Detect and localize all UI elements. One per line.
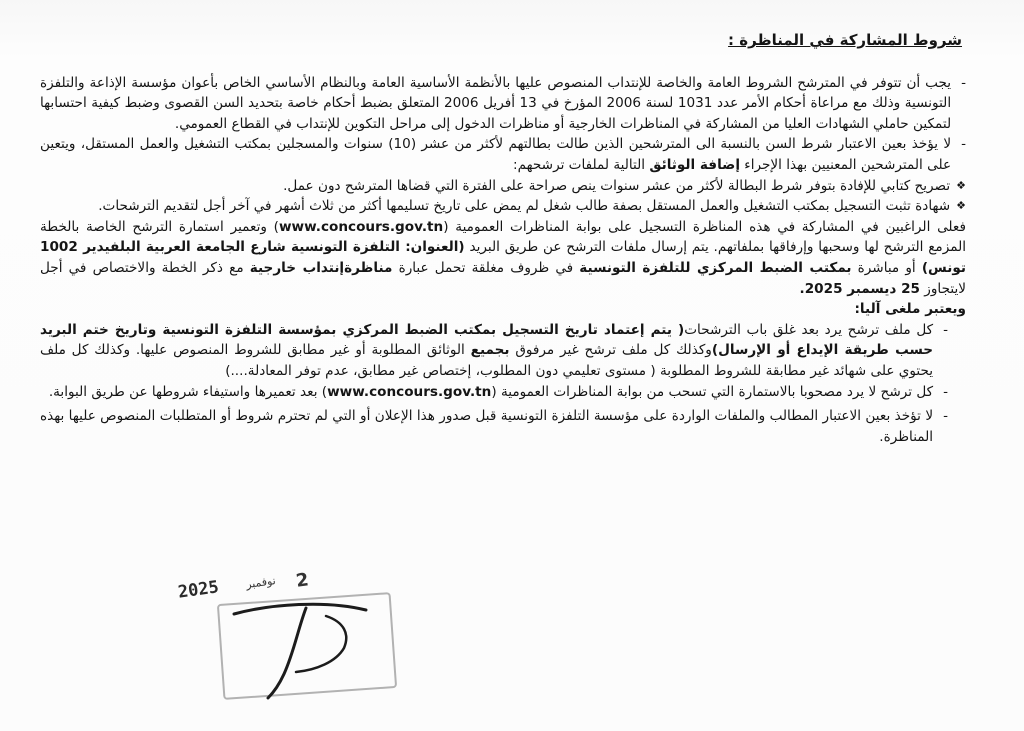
procedure-part1: فعلى الراغبين في المشاركة في هذه المناظرة التسجيل على بوابة المناظرات العمومية ( bbox=[443, 218, 966, 235]
dash-marker: - bbox=[961, 74, 966, 91]
reception-stamp bbox=[176, 569, 406, 700]
procedure-part3: أو مباشرة bbox=[851, 259, 922, 276]
stamp-day: 2 bbox=[294, 569, 310, 592]
dash-marker: - bbox=[961, 136, 966, 153]
bullet-item bbox=[40, 196, 966, 217]
cancellation-heading: ويعتبر ملغى آليا: bbox=[854, 301, 966, 318]
general-conditions-text: يجب أن تتوفر في المترشح الشروط العامة والخاصة للإنتداب المنصوص عليها بالأنظمة الأساسية العامة وبالنظام الأساسي الخاص بأعوان مؤسسة الإذاعة والتلفزة التونسية وذلك مع مراعاة أحكام الأمر عدد 1031 لسنة 2006 المؤرخ في 13 أفريل 2006 المتعلق بضبط أحكام خاصة بتحديد السن القصوى وضبط كيفية احتسابها لتمكين حاملي الشهادات العليا من المشاركة في المناظرات الخارجية أو مناظرات الدخول إلى مراحل التكوين للإنتداب في القطاع العمومي. bbox=[40, 74, 952, 132]
dash-marker: - bbox=[943, 383, 948, 400]
form-part2: ) بعد تعميرها واستيفاء شروطها عن طريق البوابة. bbox=[48, 383, 328, 400]
deadline-date: 25 ديسمبر 2025. bbox=[799, 280, 920, 297]
bullet-registration-text: شهادة تثبت التسجيل بمكتب التشغيل والعمل المستقل بصفة طالب شغل لم يمض على تاريخ تسليمها أكثر من ثلاث أشهر في آخر أجل لتقديم الترشحات. bbox=[98, 198, 951, 215]
age-exemption-text bbox=[40, 134, 951, 175]
all-documents-emphasis: بجميع bbox=[470, 342, 510, 359]
procedure-part5: مع ذكر الخطة والاختصاص في أجل لايتجاوز bbox=[40, 259, 966, 297]
portal-url: www.concours.gov.tn bbox=[327, 383, 492, 400]
paragraph-age-exemption bbox=[40, 134, 966, 175]
section-title: شروط المشاركة في المناظرة : bbox=[728, 31, 962, 49]
cancellation-previous-text: لا تؤخذ بعين الاعتبار المطالب والملفات الواردة على مؤسسة التلفزة التونسية قبل صدور هذا الإعلان أو التي لم تحترم شروط أو المتطلبات المنصوص عليها بهذه المناظرة. bbox=[40, 408, 934, 445]
paragraph-general-conditions bbox=[40, 73, 966, 135]
central-office: بمكتب الضبط المركزي للتلفزة التونسية bbox=[579, 259, 852, 276]
cancellation-item-previous bbox=[40, 406, 966, 447]
handwritten-signature-icon bbox=[176, 574, 406, 704]
dash-marker: - bbox=[943, 408, 948, 425]
dash-marker: - bbox=[943, 321, 948, 338]
late-part1: كل ملف ترشح يرد بعد غلق باب الترشحات bbox=[684, 321, 934, 338]
cancellation-form-text bbox=[49, 382, 933, 403]
age-exemption-part2: التالية لملفات ترشحهم: bbox=[513, 156, 650, 173]
procedure-part4: في ظروف مغلقة تحمل عبارة bbox=[392, 259, 580, 276]
stamp-month: نوفمبر bbox=[245, 573, 277, 592]
bullet-declaration-text: تصريح كتابي للإفادة بتوفر شرط البطالة لأكثر من عشر سنوات ينص صراحة على الفترة التي قضاها المترشح دون عمل. bbox=[283, 177, 951, 194]
cancellation-item-late bbox=[40, 320, 966, 382]
form-part1: كل ترشح لا يرد مصحوبا بالاستمارة التي تسحب من بوابة المناظرات العمومية ( bbox=[491, 383, 934, 400]
diamond-bullet-icon: ❖ bbox=[956, 199, 966, 213]
cancellation-late-text bbox=[40, 320, 933, 382]
stamp-year: 2025 bbox=[176, 577, 221, 603]
bullet-item bbox=[40, 176, 966, 197]
postal-address: (العنوان: التلفزة التونسية شارع الجامعة العربية البلفيدير 1002 تونس) bbox=[40, 239, 966, 276]
paragraph-application-procedure bbox=[40, 217, 966, 299]
cancellation-item-form bbox=[40, 382, 966, 403]
late-part3: الوثائق المطلوبة أو غير مطابق للشروط المنصوص عليها. وكذلك كل ملف يحتوي على شهائد غير مطابقة للشروط المطلوبة ( مستوى تعليمي دون المطلوب، إختصاص غير مطابق، عدم توفر المعادلة....) bbox=[40, 342, 934, 379]
portal-url: www.concours.gov.tn bbox=[278, 218, 444, 235]
add-documents-emphasis: إضافة الوثائق bbox=[649, 156, 740, 173]
envelope-label: مناظرةإنتداب خارجية bbox=[249, 259, 393, 276]
procedure-part2: ) وتعمير استمارة الترشح الخاصة بالخطة المزمع الترشح لها وسحبها وإرفاقها بملفاتهم. يتم إرسال ملفات الترشح عن طريق البريد bbox=[40, 218, 966, 256]
age-exemption-part1: لا يؤخذ بعين الاعتبار شرط السن بالنسبة الى المترشحين الذين طالت بطالتهم لأكثر من عشر (10) سنوات والمسجلين بمكتب التشغيل والعمل المستقل، ويتعين على المترشحين المعنيين بهذا الإجراء bbox=[40, 136, 952, 173]
late-part2: وكذلك كل ملف ترشح غير مرفوق bbox=[509, 342, 712, 359]
diamond-bullet-icon: ❖ bbox=[956, 178, 966, 192]
document-body bbox=[40, 30, 966, 447]
late-emphasis: ( يتم إعتماد تاريخ التسجيل بمكتب الضبط المركزي بمؤسسة التلفزة التونسية وتاريخ ختم البريد حسب طريقة الإيداع أو الإرسال) bbox=[40, 321, 934, 359]
